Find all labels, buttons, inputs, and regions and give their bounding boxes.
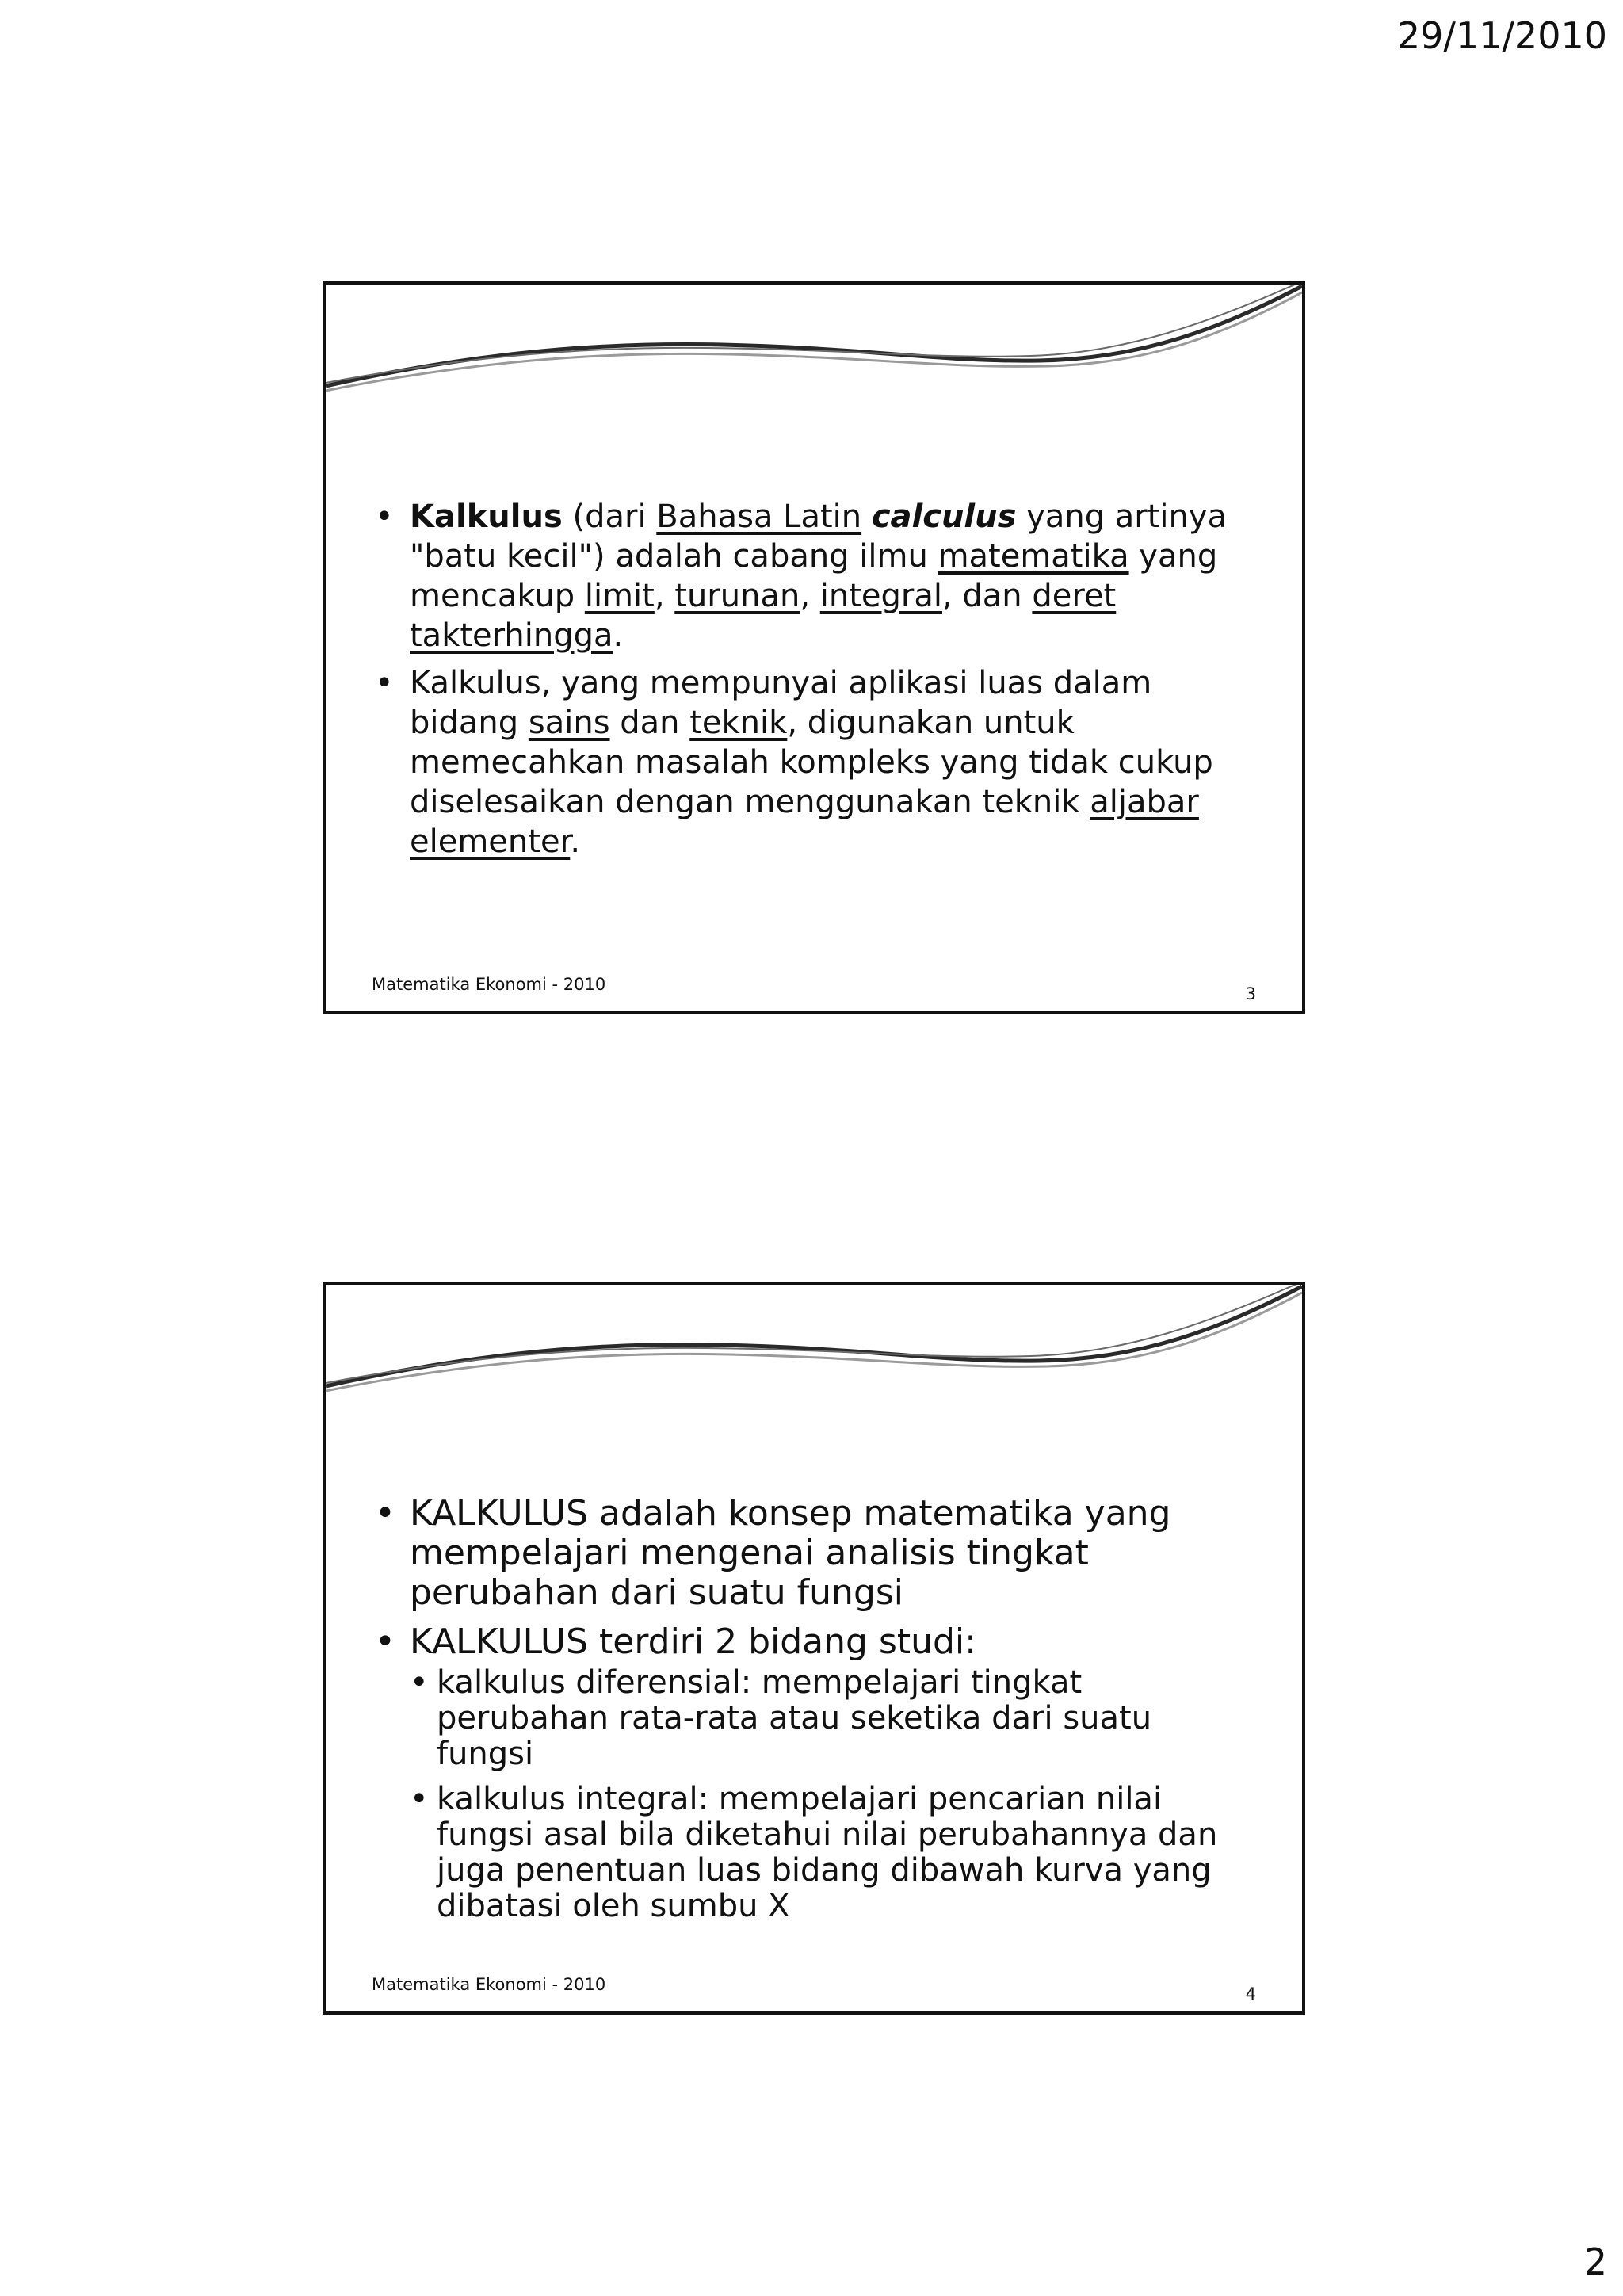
link-bahasa-latin[interactable]: Bahasa Latin	[656, 499, 862, 535]
text-run: (dari	[562, 499, 657, 535]
text-run: ,	[800, 578, 820, 614]
sub-bullet-diferensial: • kalkulus diferensial: mempelajari tingkat perubahan rata-rata atau seketika dari suatu fungsi	[410, 1665, 1254, 1772]
text-run: .	[570, 823, 581, 860]
sub-bullet-integral: • kalkulus integral: mempelajari pencarian nilai fungsi asal bila diketahui nilai perubahannya dan juga penentuan luas bidang dibawah kurva yang dibatasi oleh sumbu X	[410, 1782, 1254, 1924]
slide-4-bullet-1	[375, 1494, 1254, 1613]
link-sains[interactable]: sains	[528, 705, 610, 741]
sub-bullet-list	[410, 1665, 1254, 1924]
text-run: Kalkulus, yang mempunyai aplikasi luas dalam bidang	[410, 665, 1152, 741]
text-run: yang artinya "batu kecil") adalah cabang ilmu	[410, 499, 1228, 575]
text-run: dan	[609, 705, 690, 741]
slide-3-bullet-list	[375, 497, 1254, 869]
link-turunan[interactable]: turunan	[674, 578, 800, 614]
text-run	[861, 499, 872, 535]
link-limit[interactable]: limit	[584, 578, 655, 614]
slide-4-number: 4	[1245, 1985, 1256, 2004]
slide-3	[323, 281, 1305, 1014]
term-calculus: calculus	[871, 499, 1017, 535]
slide-header-wave	[326, 1285, 1302, 1412]
link-integral[interactable]: integral	[819, 578, 942, 614]
slide-4-bullet-2	[375, 1622, 1254, 1924]
term-kalkulus: Kalkulus	[410, 499, 563, 535]
link-matematika[interactable]: matematika	[938, 538, 1129, 575]
slide-3-footer: Matematika Ekonomi - 2010	[372, 975, 606, 994]
slide-4-footer: Matematika Ekonomi - 2010	[372, 1975, 606, 1994]
slide-3-bullet-1	[375, 497, 1254, 655]
slide-3-bullet-2	[375, 663, 1254, 861]
slide-4	[323, 1282, 1305, 2015]
text-run: , digunakan untuk memecahkan masalah kompleks yang tidak cukup diselesaikan dengan menggunakan teknik	[410, 705, 1213, 820]
slide-3-number: 3	[1245, 984, 1256, 1003]
bullet-text: KALKULUS adalah konsep matematika yang mempelajari mengenai analisis tingkat perubahan dari suatu fungsi	[410, 1493, 1171, 1613]
link-aljabar-elementer[interactable]: aljabar elementer	[410, 784, 1199, 860]
text-run: ,	[654, 578, 675, 614]
page-number: 2	[1583, 2241, 1607, 2283]
link-deret-takterhingga[interactable]: deret takterhingga	[410, 578, 1117, 654]
text-run: , dan	[941, 578, 1033, 614]
text-run: .	[613, 617, 624, 654]
page-date: 29/11/2010	[1396, 14, 1607, 57]
link-teknik[interactable]: teknik	[689, 705, 788, 741]
slide-4-bullet-list	[375, 1494, 1254, 1934]
slide-header-wave	[326, 285, 1302, 411]
bullet-text: KALKULUS terdiri 2 bidang studi:	[410, 1622, 976, 1662]
text-run: yang mencakup	[410, 538, 1218, 614]
